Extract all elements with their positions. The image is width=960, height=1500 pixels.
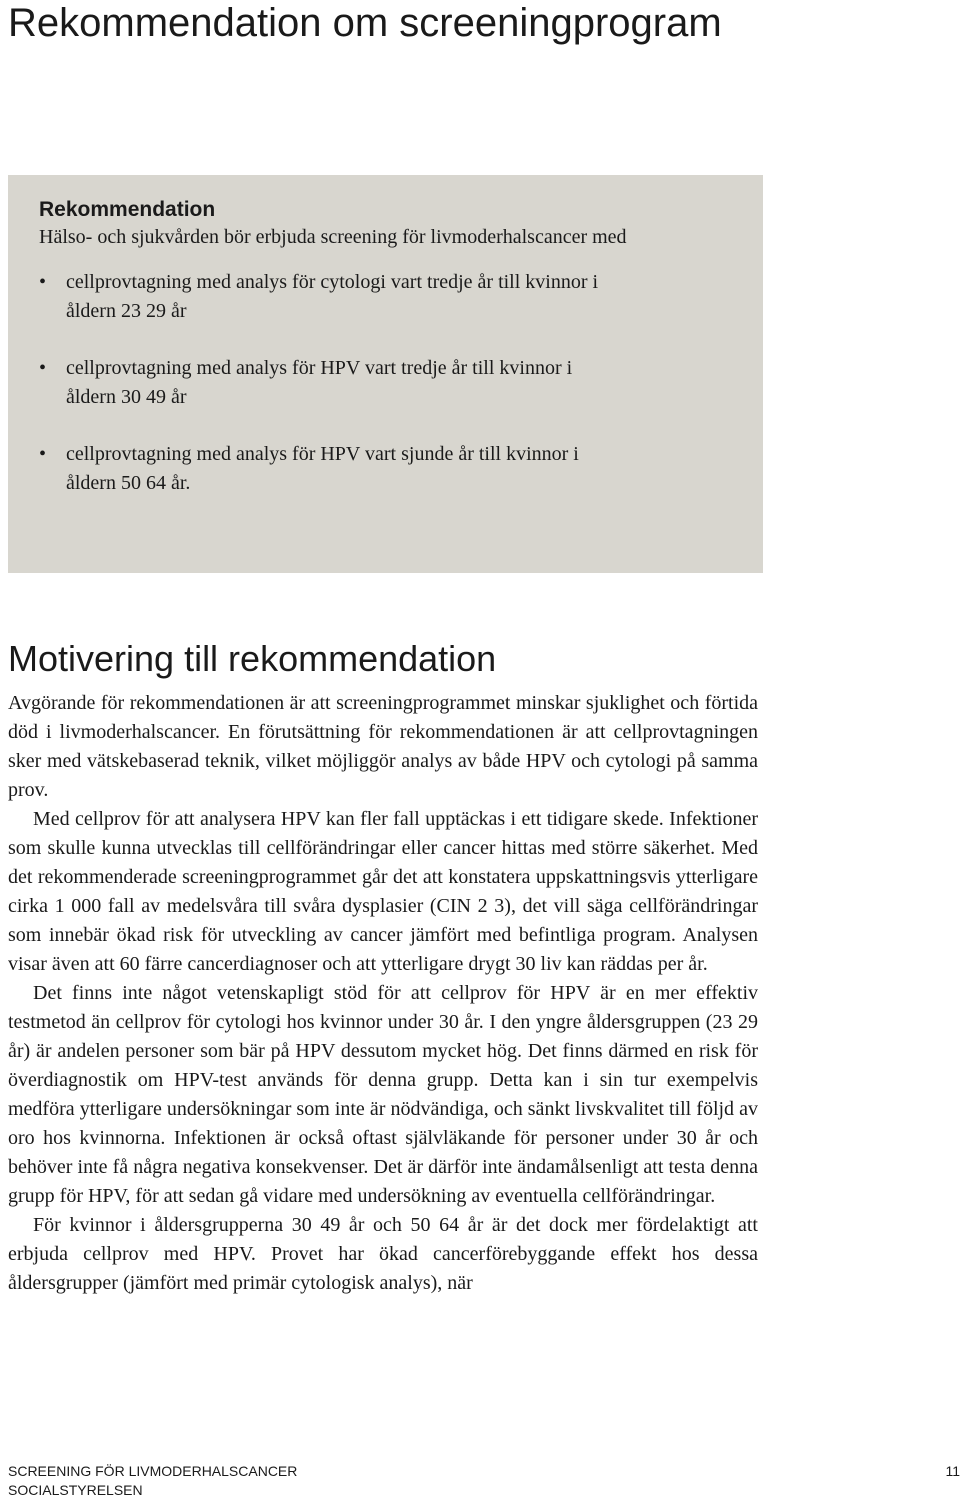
recommendation-item: • cellprovtagning med analys för cytologi vart tredje år till kvinnor i åldern 23 29 år [39, 268, 626, 326]
recommendation-item: • cellprovtagning med analys för HPV vart sjunde år till kvinnor i åldern 50 64 år. [39, 440, 626, 498]
footer [8, 1462, 297, 1500]
motivation-body [8, 689, 758, 1298]
paragraph: För kvinnor i åldersgrupperna 30 49 år och 50 64 år är det dock mer fördelaktigt att erbjuda cellprov med HPV. Provet har ökad cancerförebyggande effekt hos dessa åldersgrupper (jämfört med primär cytologisk analys), när [8, 1214, 758, 1294]
page-number: 11 [945, 1463, 960, 1479]
paragraph: Avgörande för rekommendationen är att screeningprogrammet minskar sjuklighet och förtida död i livmoderhalscancer. En förutsättning för rekommendationen är att cellprovtagningen sker med vätskebaserad teknik, vilket möjliggör analys av både HPV och cytologi på samma prov. [8, 692, 758, 801]
paragraph: Det finns inte något vetenskapligt stöd för att cellprov för HPV är en mer effektiv testmetod än cellprov för cytologi hos kvinnor under 30 år. I den yngre åldersgruppen (23 29 år) är andelen personer som bär på HPV dessutom mycket hög. Det finns därmed en risk för överdiagnostik om HPV-test används för denna grupp. Detta kan i sin tur exempelvis medföra ytterligare undersökningar som inte är nödvändiga, och sänkt livskvalitet till följd av oro hos kvinnorna. Infektionen är också oftast självläkande för personer under 30 år och behöver inte få några negativa konsekvenser. Det är därför inte ändamålsenligt att testa denna grupp för HPV, för att sedan gå vidare med undersökning av eventuella cellförändringar. [8, 982, 758, 1207]
recommendation-list [39, 268, 733, 498]
page-title: Rekommendation om screeningprogram [8, 1, 722, 45]
footer-publisher: SOCIALSTYRELSEN [8, 1482, 143, 1498]
recommendation-intro: Hälso- och sjukvården bör erbjuda screening för livmoderhalscancer med [39, 226, 627, 248]
recommendation-heading: Rekommendation [39, 198, 216, 221]
footer-publication-title: SCREENING FÖR LIVMODERHALSCANCER [8, 1463, 298, 1479]
recommendation-box [8, 175, 763, 573]
paragraph: Med cellprov för att analysera HPV kan fler fall upptäckas i ett tidigare skede. Infektioner som skulle kunna utvecklas till cellförändringar eller cancer hittas med större säkerhet. Med det rekommenderade screeningprogrammet går det att konstatera uppskattningsvis ytterligare cirka 1 000 fall av medelsvåra till svåra dysplasier (CIN 2 3), det vill säga cellförändringar som innebär ökad risk för utveckling av cancer jämfört med befintliga program. Analysen visar även att 60 färre cancerdiagnoser och att ytterligare drygt 30 liv kan räddas per år. [8, 808, 758, 975]
recommendation-item: • cellprovtagning med analys för HPV vart tredje år till kvinnor i åldern 30 49 år [39, 354, 626, 412]
motivation-heading: Motivering till rekommendation [8, 638, 497, 679]
